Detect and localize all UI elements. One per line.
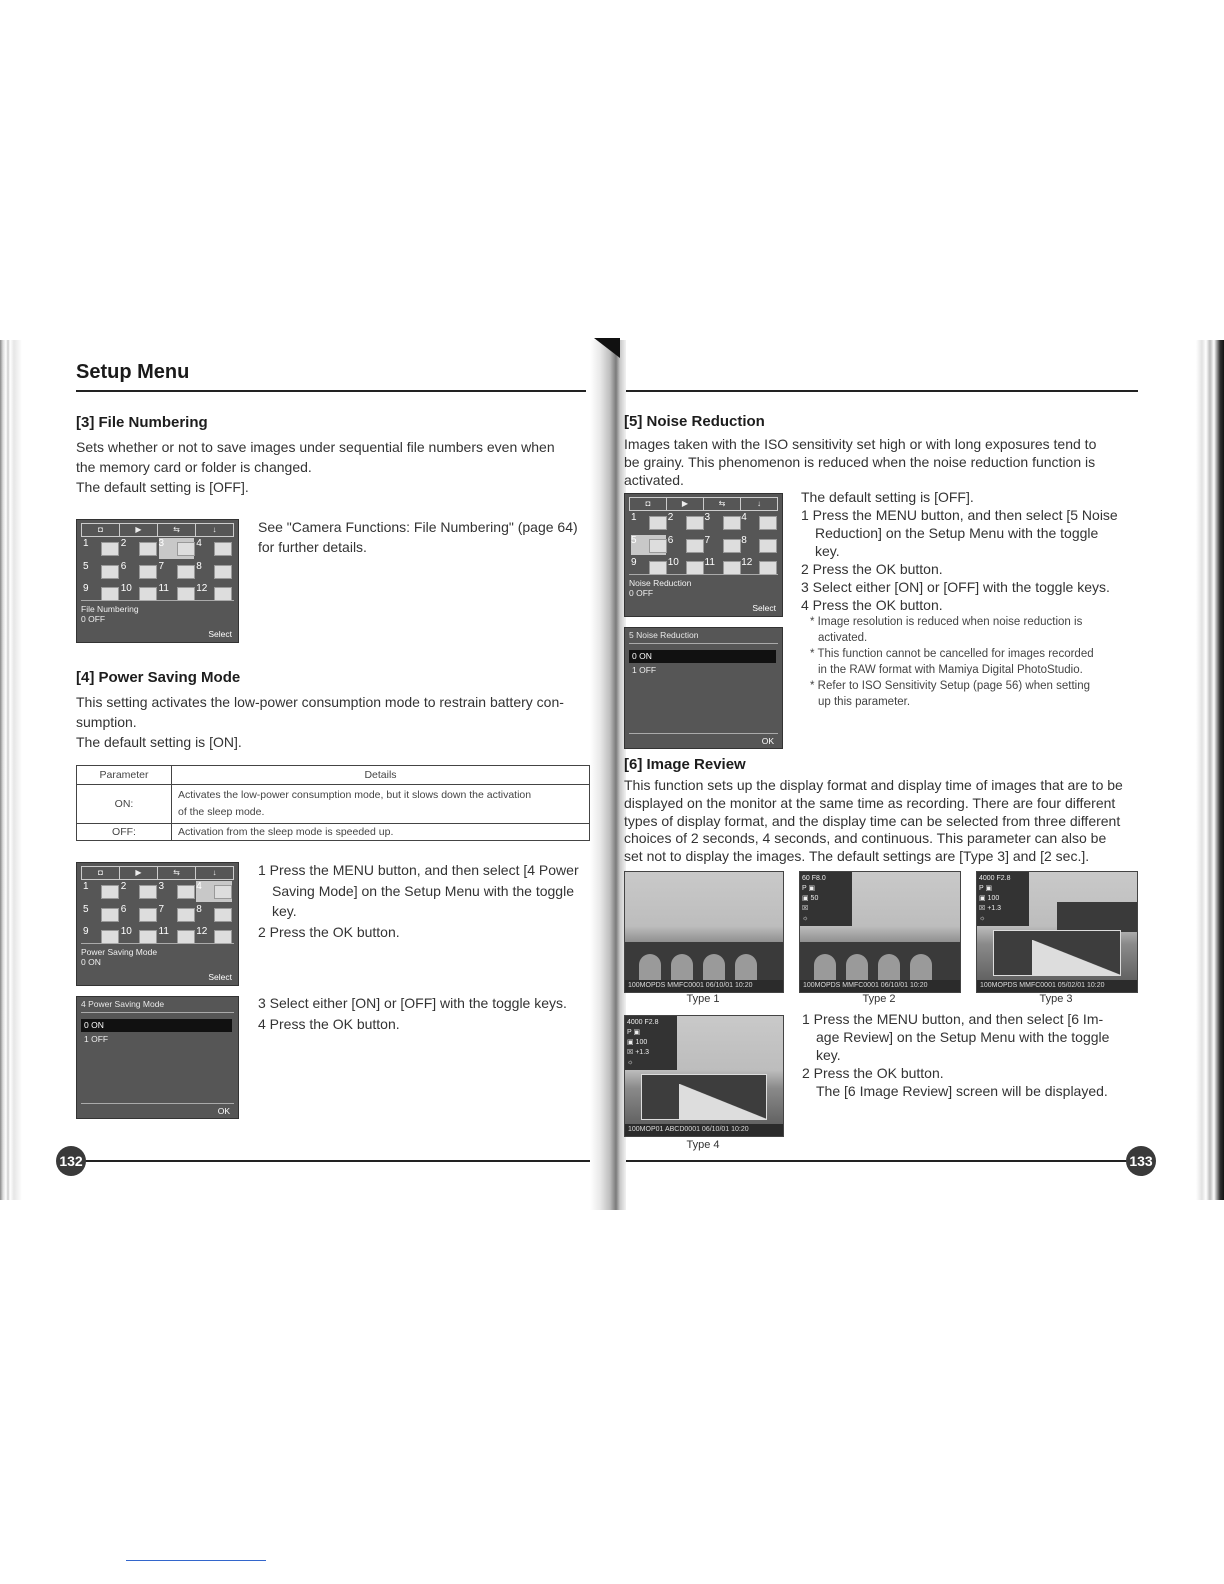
exposure-overlay: 4000 F2.8 P ▣ ▣ 100 ☒ +1.3 ☼	[977, 872, 1029, 926]
lcd-info: Power Saving Mode 0 ON	[81, 943, 234, 967]
page-number-left: 132	[56, 1146, 86, 1176]
section-6-steps	[802, 1010, 1139, 1100]
section-5-steps	[801, 488, 1139, 614]
table-row	[77, 824, 590, 841]
lcd-icon-grid: 1 2 3 4 5 6 7 8 9 10 11 12	[631, 512, 776, 578]
footer-rule	[84, 1160, 590, 1162]
photo-caption: 100MOPDS MMFC0001 06/10/01 10:20	[625, 980, 783, 992]
lcd-option-on: 0 ON	[81, 1019, 232, 1032]
text-line: set not to display the images. The default settings are [Type 3] and [2 sec.].	[624, 848, 1090, 865]
note: in the RAW format with Mamiya Digital PhotoStudio.	[818, 664, 1083, 676]
text-line: Sets whether or not to save images under sequential file numbers even when	[76, 439, 555, 455]
step: key.	[272, 903, 297, 919]
section-6-title: [6] Image Review	[624, 756, 746, 773]
text-line: Images taken with the ISO sensitivity set high or with long exposures tend to	[624, 436, 1097, 452]
image-review-type-1	[624, 871, 784, 993]
lcd-power-saving-list	[76, 996, 239, 1119]
exposure-overlay: 60 F8.0 P ▣ ▣ 50 ☒ ☼	[800, 872, 852, 926]
text-line: displayed on the monitor at the same time as recording. There are four different	[624, 794, 1116, 811]
image-review-type-4	[624, 1015, 784, 1137]
gutter-shadow	[594, 338, 620, 358]
section-3-text	[76, 437, 596, 497]
text-line: The default setting is [ON].	[76, 734, 242, 750]
text-line: choices of 2 seconds, 4 seconds, and continuous. This parameter can also be	[624, 830, 1107, 847]
lcd-select-label: Select	[752, 603, 776, 613]
type-label: Type 3	[1039, 993, 1073, 1005]
table-row	[77, 785, 590, 824]
page-number-right: 133	[1126, 1146, 1156, 1176]
lcd-setup-menu-file-numbering	[76, 519, 239, 643]
table-cell: ON:	[77, 785, 172, 824]
step: 2 Press the OK button.	[801, 561, 943, 577]
note: up this parameter.	[818, 696, 911, 708]
lcd-setup-menu-noise-reduction	[624, 493, 783, 617]
text-line: the memory card or folder is changed.	[76, 459, 312, 475]
lcd-setup-menu-power-saving	[76, 862, 239, 986]
step: 1 Press the MENU button, and then select [5 Noise	[801, 507, 1118, 523]
lcd-info: Noise Reduction 0 OFF	[629, 574, 778, 598]
lcd-option-off: 1 OFF	[84, 1034, 109, 1044]
footer-rule-right	[626, 1160, 1130, 1162]
text-line: for further details.	[258, 539, 367, 555]
step: Reduction] on the Setup Menu with the toggle	[815, 525, 1099, 541]
section-3-title: [3] File Numbering	[76, 414, 208, 431]
text-line: activated.	[624, 472, 684, 488]
parameter-table	[76, 765, 590, 841]
see-reference	[258, 517, 594, 557]
step: 4 Press the OK button.	[801, 597, 943, 613]
section-6-text	[624, 777, 1139, 866]
table-header: Parameter	[77, 766, 172, 785]
histogram	[641, 1074, 767, 1120]
step: 4 Press the OK button.	[258, 1016, 400, 1032]
table-header: Details	[172, 766, 590, 785]
section-4-steps-a	[258, 860, 598, 942]
step: 1 Press the MENU button, and then select [6 Im-	[802, 1011, 1104, 1027]
photo-caption: 100MOP01 ABCD0001 06/10/01 10:20	[625, 1124, 783, 1136]
table-cell: Activates the low-power consumption mode, but it slows down the activation of the sleep mode.	[172, 785, 590, 824]
note: * This function cannot be cancelled for images recorded	[810, 648, 1094, 660]
step: 3 Select either [ON] or [OFF] with the toggle keys.	[258, 995, 567, 1011]
lcd-list-title: 4 Power Saving Mode	[81, 999, 234, 1013]
photo-caption: 100MOPDS MMFC0001 06/10/01 10:20	[800, 980, 960, 992]
step: 2 Press the OK button.	[802, 1065, 944, 1081]
lcd-info: File Numbering 0 OFF	[81, 600, 234, 624]
step: The [6 Image Review] screen will be displayed.	[816, 1083, 1108, 1099]
type-label: Type 4	[686, 1139, 720, 1151]
lcd-option-on: 0 ON	[629, 650, 776, 663]
exposure-overlay: 4000 F2.8 P ▣ ▣ 100 ☒ +1.3 ☼	[625, 1016, 677, 1070]
section-4-text	[76, 692, 596, 752]
lcd-ok-label: OK	[217, 1106, 230, 1116]
lcd-divider	[81, 1103, 234, 1104]
lcd-option-off: 1 OFF	[632, 665, 657, 675]
section-5-notes	[810, 614, 1140, 710]
note: * Refer to ISO Sensitivity Setup (page 56) when setting	[810, 680, 1090, 692]
lcd-icon-grid: 1 2 3 4 5 6 7 8 9 10 11 12	[83, 538, 232, 604]
lcd-ok-label: OK	[761, 736, 774, 746]
text-line: types of display format, and the display time can be selected from three different	[624, 812, 1121, 829]
section-5-text	[624, 435, 1139, 489]
text-line: The default setting is [OFF].	[76, 479, 249, 495]
histogram	[993, 930, 1121, 976]
type-label: Type 1	[686, 993, 720, 1005]
lcd-select-label: Select	[208, 972, 232, 982]
text-line: This setting activates the low-power consumption mode to restrain battery con-	[76, 694, 564, 710]
text-line: This function sets up the display format and display time of images that are to be	[624, 777, 1123, 793]
page-title: Setup Menu	[76, 361, 190, 383]
step: key.	[815, 543, 840, 559]
section-5-title: [5] Noise Reduction	[624, 413, 765, 430]
lcd-tabs: ◘ ▶ ⇆ ↓	[629, 497, 778, 511]
photo-caption: 100MOPDS MMFC0001 05/02/01 10:20	[977, 980, 1137, 992]
text-line: sumption.	[76, 714, 137, 730]
right-page-edge	[1196, 340, 1224, 1200]
header-rule-right	[626, 390, 1138, 392]
step: 1 Press the MENU button, and then select [4 Power	[258, 862, 579, 878]
lcd-icon-grid: 1 2 3 4 5 6 7 8 9 10 11 12	[83, 881, 232, 947]
step: age Review] on the Setup Menu with the toggle	[816, 1029, 1110, 1045]
header-rule	[76, 390, 586, 392]
note: * Image resolution is reduced when noise reduction is	[810, 616, 1083, 628]
type-label: Type 2	[862, 993, 896, 1005]
lcd-select-label: Select	[208, 629, 232, 639]
step: key.	[816, 1047, 841, 1063]
text-line: See "Camera Functions: File Numbering" (page 64)	[258, 519, 578, 535]
image-review-type-2	[799, 871, 961, 993]
left-page-edge	[0, 340, 22, 1200]
scan-line	[126, 1560, 266, 1561]
lcd-noise-reduction-list	[624, 627, 783, 749]
section-4-steps-b	[258, 993, 598, 1035]
text-line: The default setting is [OFF].	[801, 489, 974, 505]
image-review-type-3	[976, 871, 1138, 993]
step: Saving Mode] on the Setup Menu with the toggle	[272, 882, 574, 899]
step: 2 Press the OK button.	[258, 923, 400, 940]
section-4-title: [4] Power Saving Mode	[76, 669, 241, 686]
lcd-tabs: ◘ ▶ ⇆ ↓	[81, 866, 234, 880]
table-cell: OFF:	[77, 824, 172, 841]
lcd-list-title: 5 Noise Reduction	[629, 630, 778, 644]
lcd-divider	[629, 733, 778, 734]
note: activated.	[818, 632, 868, 644]
text-line: be grainy. This phenomenon is reduced when the noise reduction function is	[624, 454, 1096, 470]
lcd-tabs: ◘ ▶ ⇆ ↓	[81, 523, 234, 537]
step: 3 Select either [ON] or [OFF] with the toggle keys.	[801, 579, 1110, 595]
table-cell: Activation from the sleep mode is speeded up.	[172, 824, 590, 841]
